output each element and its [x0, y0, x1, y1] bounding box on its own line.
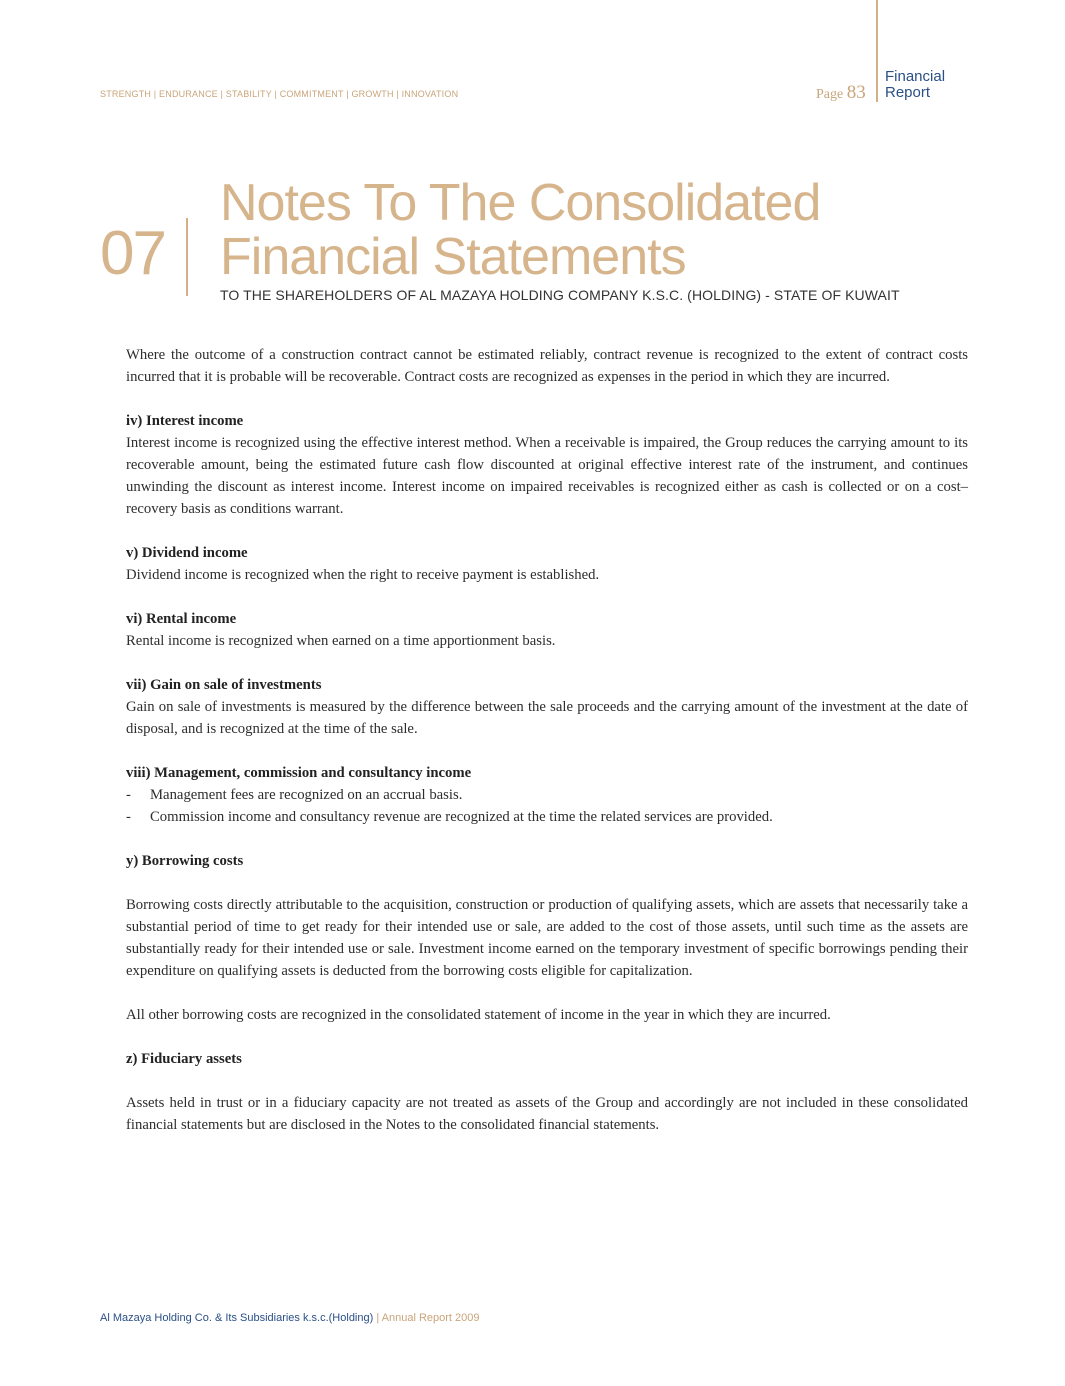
management-income-heading: viii) Management, commission and consultancy income [126, 765, 472, 781]
page-title-line2: Financial Statements [220, 228, 686, 286]
list-item [126, 784, 968, 806]
page-footer [100, 1312, 480, 1324]
dash-marker: - [126, 787, 131, 803]
notes-body [126, 344, 968, 1136]
footer-report: Annual Report 2009 [381, 1312, 480, 1324]
section-label-line2: Report [885, 84, 931, 101]
list-item [126, 806, 968, 828]
interest-income-text: Interest income is recognized using the effective interest method. When a receivable is impaired, the Group reduces the carrying amount to its recoverable amount, being the estimated future cash flow discounted at original effective interest rate of the instrument, and continues unwinding the discount as interest income. Interest income on impaired receivables is recognized either as cash is collected or on a cost–recovery basis as conditions warrant. [126, 435, 968, 517]
intro-paragraph: Where the outcome of a construction contract cannot be estimated reliably, contract revenue is recognized to the extent of contract costs incurred that it is probable will be recoverable. Contract costs are recognized as expenses in the period in which they are incurred. [126, 347, 968, 385]
rental-income-text: Rental income is recognized when earned on a time apportionment basis. [126, 633, 556, 649]
gain-on-sale-heading: vii) Gain on sale of investments [126, 677, 322, 693]
chapter-number: 07 [100, 219, 165, 288]
borrowing-costs-heading: y) Borrowing costs [126, 853, 244, 869]
dash-marker: - [126, 809, 131, 825]
dividend-income-text: Dividend income is recognized when the right to receive payment is established. [126, 567, 600, 583]
footer-separator: | [376, 1312, 380, 1324]
header-tagline: STRENGTH | ENDURANCE | STABILITY | COMMITMENT | GROWTH | INNOVATION [100, 89, 459, 99]
fiduciary-assets-heading: z) Fiduciary assets [126, 1051, 242, 1067]
title-divider [186, 218, 188, 296]
rental-income-heading: vi) Rental income [126, 611, 237, 627]
page-title [220, 176, 820, 284]
dividend-income-heading: v) Dividend income [126, 545, 248, 561]
interest-income-heading: iv) Interest income [126, 413, 244, 429]
fiduciary-assets-text: Assets held in trust or in a fiduciary capacity are not treated as assets of the Group and accordingly are not included in these consolidated financial statements but are disclosed in the Notes to the consolidated financial statements. [126, 1095, 968, 1133]
page-subtitle: TO THE SHAREHOLDERS OF AL MAZAYA HOLDING COMPANY K.S.C. (HOLDING) - STATE OF KUWAIT [220, 287, 900, 303]
gain-on-sale-text: Gain on sale of investments is measured by the difference between the sale proceeds and the carrying amount of the investment at the date of disposal, and is recognized at the time of the sale. [126, 699, 968, 737]
management-fees-text: Management fees are recognized on an accrual basis. [150, 787, 463, 803]
footer-company: Al Mazaya Holding Co. & Its Subsidiaries k.s.c.(Holding) [100, 1312, 374, 1324]
section-label-line1: Financial [885, 68, 946, 85]
page-word: Page [816, 87, 844, 102]
page-indicator [816, 82, 866, 104]
page-number: 83 [846, 82, 866, 103]
header-divider [876, 0, 878, 102]
section-label [885, 69, 945, 101]
borrowing-costs-text-1: Borrowing costs directly attributable to the acquisition, construction or production of qualifying assets, which are assets that necessarily take a substantial period of time to get ready for their intended use or sale, are added to the cost of those assets, until such time as the assets are substantially ready for their intended use or sale. Investment income earned on the temporary investment of specific borrowings pending their expenditure on qualifying assets is deducted from the borrowing costs eligible for capitalization. [126, 897, 968, 979]
commission-income-text: Commission income and consultancy revenue are recognized at the time the related services are provided. [150, 809, 773, 825]
page-title-line1: Notes To The Consolidated [220, 174, 821, 232]
borrowing-costs-text-2: All other borrowing costs are recognized in the consolidated statement of income in the year in which they are incurred. [126, 1007, 831, 1023]
